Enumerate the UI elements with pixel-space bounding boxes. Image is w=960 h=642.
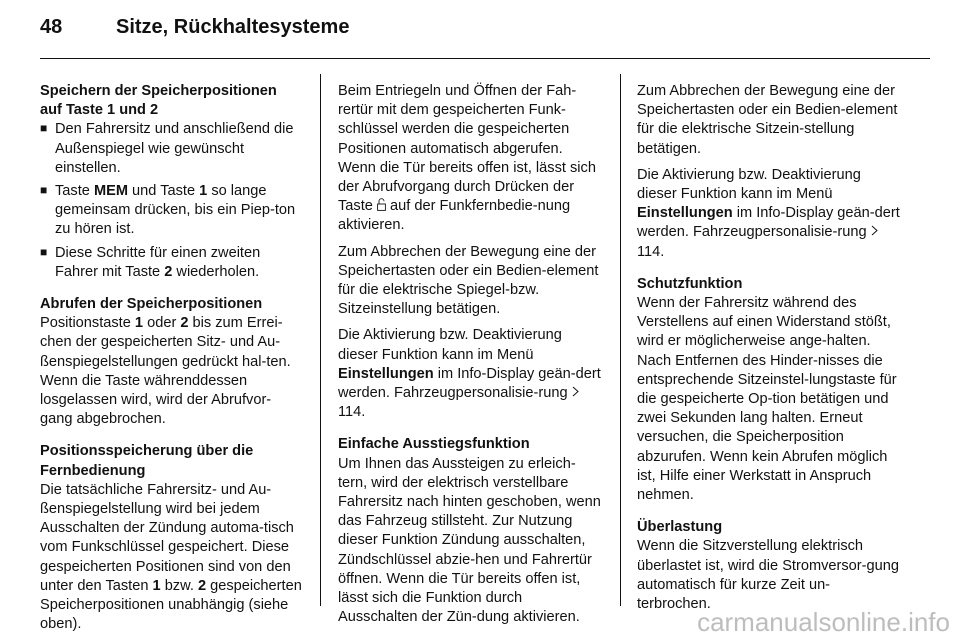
page-title: Sitze, Rückhaltesysteme [116, 16, 350, 38]
paragraph [338, 326, 604, 422]
text: wiederholen. [172, 263, 260, 280]
page-reference-icon [572, 386, 579, 397]
column-divider [320, 74, 321, 606]
heading-store-positions: Speichern der Speicherpositionen auf Taste 1 und 2 [40, 83, 277, 119]
page-header [40, 16, 349, 39]
page-reference: 114. [637, 243, 665, 260]
text: 1 [152, 577, 161, 594]
button-ref-1: 1 [199, 183, 208, 200]
text: 1 [134, 315, 144, 332]
paragraph: Wenn der Fahrersitz während des Verstellens auf einen Widerstand stößt, wird er möglicherweise ange-halten. Nach Entfernen des Hinder-nisses die entsprechende Sitzeinstel-lungstaste für die gespeicherte Op-tion betätigen und zwei Sekunden lang halten. Erneut versuchen, die Speicherposition abzurufen. Wenn kein Abrufen möglich ist, Hilfe einer Werkstatt in Anspruch nehmen. [637, 295, 897, 504]
paragraph [40, 314, 302, 429]
heading-recall-positions: Abrufen der Speicherpositionen [40, 296, 263, 313]
paragraph [40, 481, 302, 635]
column-3 [637, 82, 903, 621]
page-number: 48 [40, 16, 63, 38]
text: oder [143, 315, 181, 332]
menu-ref-settings: Einstellungen [637, 205, 733, 222]
unlock-icon [377, 198, 386, 211]
text: bis zum Errei-chen der gespeicherten Sitz- und Au-ßenspiegelstellungen gedrückt hal-ten. Wenn die Taste währenddessen losgelassen wird, wird der Abrufvor-gang abgebrochen. [40, 315, 291, 428]
button-ref-2: 2 [164, 263, 173, 280]
heading-overload: Überlastung [637, 519, 723, 536]
heading-remote-storage: Positionsspeicherung über die Fernbedienung [40, 443, 254, 479]
text: im Info-Display geän-dert werden. Fahrzeugpersonalisie-rung [338, 365, 601, 402]
list-item [40, 120, 302, 178]
column-1 [40, 82, 302, 641]
text: Beim Entriegeln und Öffnen der Fah-rertür mit dem gespeicherten Funk-schlüssel werden die gespeicherten Positionen automatisch abgerufen. Wenn die Tür bereits offen ist, lässt sich der Abrufvorgang durch Drücken der Taste [338, 83, 596, 215]
text: im Info-Display geän-dert werden. Fahrzeugpersonalisie-rung [637, 205, 900, 241]
steps-list [40, 120, 302, 282]
text: und Taste [128, 183, 200, 200]
page-reference-icon [871, 225, 878, 236]
text: Die Aktivierung bzw. Deaktivierung dieser Funktion kann im Menü [637, 166, 861, 203]
heading-protection: Schutzfunktion [637, 275, 743, 292]
text: so lange gemeinsam drücken, bis ein Piep-ton zu hören ist. [55, 183, 296, 238]
watermark: carmanualsonline.info [697, 607, 950, 637]
heading-easy-exit: Einfache Ausstiegsfunktion [338, 436, 530, 453]
column-2 [338, 82, 604, 634]
list-item-text: Den Fahrersitz und anschließend die Außenspiegel wie gewünscht einstellen. [55, 121, 294, 176]
button-ref-mem: MEM [93, 183, 128, 200]
page-reference: 114. [338, 404, 366, 421]
paragraph: Wenn die Sitzverstellung elektrisch überlastet ist, wird die Stromversor-gung automatisch für kurze Zeit un-terbrochen. [637, 538, 899, 613]
text: bzw. [160, 577, 198, 594]
header-rule [40, 58, 930, 59]
paragraph: Um Ihnen das Aussteigen zu erleich-tern, wird der elektrisch verstellbare Fahrersitz nach hinten geschoben, wenn das Fahrzeug stillsteht. Zur Nutzung dieser Funktion Zündung ausschalten, Zündschlüssel abzie-hen und Fahrertür öffnen. Wenn die Tür bereits offen ist, lässt sich die Funktion durch Ausschalten der Zün-dung aktivieren. [338, 455, 601, 626]
text: Positionstaste [40, 315, 135, 332]
text: Taste [55, 183, 94, 200]
list-item [40, 182, 302, 240]
paragraph [338, 82, 604, 236]
paragraph [637, 166, 903, 262]
paragraph: Zum Abbrechen der Bewegung eine der Speichertasten oder ein Bedien-element für die elektrische Spiegel-bzw. Sitzeinstellung betätigen. [338, 243, 599, 318]
text: gespeicherten Speicherpositionen unabhängig (siehe oben). [40, 577, 302, 633]
text: Die Aktivierung bzw. Deaktivierung dieser Funktion kann im Menü [338, 327, 562, 363]
column-divider [620, 74, 621, 606]
text: auf der Funkfernbedie-nung aktivieren. [338, 198, 571, 234]
menu-ref-settings: Einstellungen [338, 365, 434, 382]
text: 2 [180, 315, 189, 332]
text: Die tatsächliche Fahrersitz- und Au-ßenspiegelstellung wird bei jedem Ausschalten der Zündung automa-tisch vom Funkschlüssel gespeichert. Diese gespeicherten Positionen sind von den unter den Tasten [40, 481, 294, 594]
text: 2 [197, 577, 207, 594]
text: Diese Schritte für einen zweiten Fahrer mit Taste [55, 244, 261, 280]
paragraph: Zum Abbrechen der Bewegung eine der Speichertasten oder ein Bedien-element für die elektrische Sitzein-stellung betätigen. [637, 83, 898, 157]
list-item [40, 244, 302, 282]
